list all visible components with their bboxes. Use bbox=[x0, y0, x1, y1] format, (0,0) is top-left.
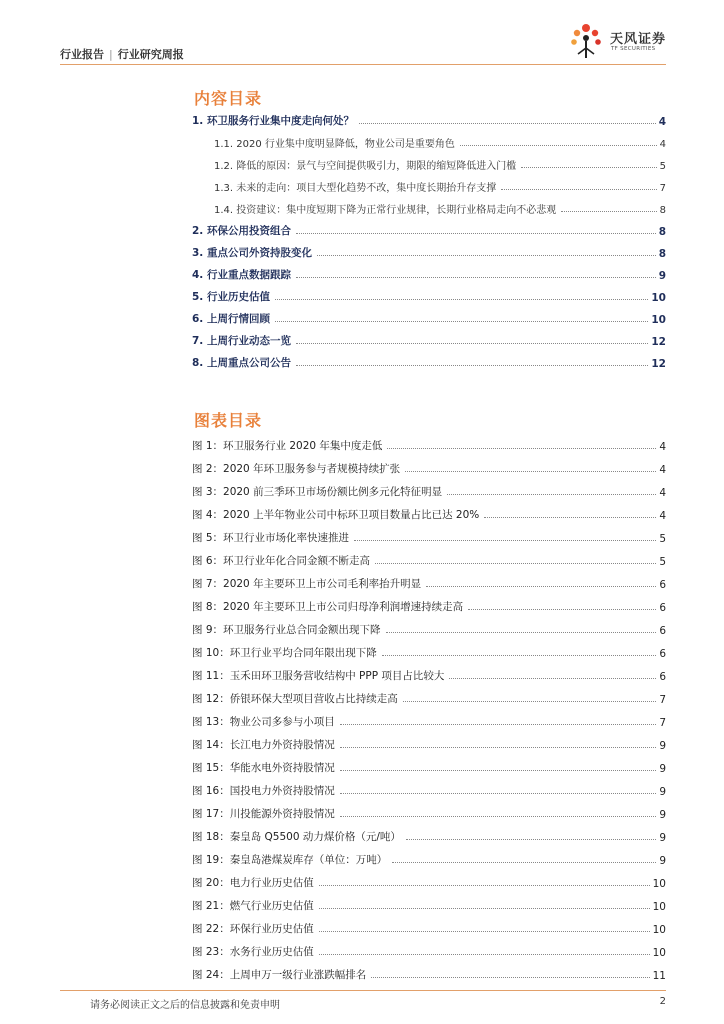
footer-rule bbox=[60, 990, 666, 991]
figures-entry-page: 6 bbox=[659, 671, 666, 683]
contents-entry[interactable] bbox=[192, 304, 666, 326]
figures-entry[interactable] bbox=[192, 614, 666, 637]
figures-entry[interactable] bbox=[192, 706, 666, 729]
contents-entry[interactable] bbox=[192, 260, 666, 282]
dot-leader bbox=[319, 931, 650, 932]
figures-entry-label: 图 11：玉禾田环卫服务营收结构中 PPP 项目占比较大 bbox=[192, 670, 445, 682]
figures-entry-page: 6 bbox=[659, 648, 666, 660]
dot-leader bbox=[296, 277, 656, 278]
figures-entry[interactable] bbox=[192, 476, 666, 499]
figures-entry-label: 图 17：川投能源外资持股情况 bbox=[192, 808, 335, 820]
figures-entry[interactable] bbox=[192, 660, 666, 683]
dot-leader bbox=[426, 586, 656, 587]
contents-entry[interactable] bbox=[192, 128, 666, 150]
dot-leader bbox=[340, 770, 657, 771]
dot-leader bbox=[319, 908, 650, 909]
dot-leader bbox=[375, 563, 656, 564]
figures-entry[interactable] bbox=[192, 844, 666, 867]
dot-leader bbox=[447, 494, 656, 495]
flower-logo-icon bbox=[568, 22, 604, 60]
figures-entry-page: 9 bbox=[659, 832, 666, 844]
contents-entry-label: 1. 环卫服务行业集中度走向何处？ bbox=[192, 115, 354, 127]
contents-entry-page: 12 bbox=[651, 336, 666, 348]
dot-leader bbox=[468, 609, 656, 610]
figures-entry-page: 5 bbox=[659, 533, 666, 545]
figures-entry[interactable] bbox=[192, 568, 666, 591]
figures-entry-label: 图 14：长江电力外资持股情况 bbox=[192, 739, 335, 751]
contents-entry-page: 10 bbox=[651, 314, 666, 326]
figures-entry-label: 图 5：环卫行业市场化率快速推进 bbox=[192, 532, 350, 544]
figures-entry-label: 图 23：水务行业历史估值 bbox=[192, 946, 314, 958]
dot-leader bbox=[403, 701, 657, 702]
dot-leader bbox=[340, 793, 657, 794]
dot-leader bbox=[501, 189, 656, 190]
header-breadcrumb bbox=[60, 46, 184, 62]
figures-entry-page: 10 bbox=[652, 878, 666, 890]
figures-entry-page: 7 bbox=[659, 694, 666, 706]
figures-entry[interactable] bbox=[192, 936, 666, 959]
brand-logo bbox=[568, 22, 678, 62]
contents-entry-page: 5 bbox=[659, 161, 666, 172]
figures-entry-label: 图 2：2020 年环卫服务参与者规模持续扩张 bbox=[192, 463, 401, 475]
dot-leader bbox=[340, 747, 657, 748]
contents-entry-label: 3. 重点公司外资持股变化 bbox=[192, 247, 312, 259]
contents-entry[interactable] bbox=[192, 194, 666, 216]
contents-list bbox=[192, 106, 666, 370]
figures-entry-label: 图 15：华能水电外资持股情况 bbox=[192, 762, 335, 774]
contents-entry-label: 8. 上周重点公司公告 bbox=[192, 357, 291, 369]
figures-entry-page: 4 bbox=[659, 464, 666, 476]
figures-entry-page: 7 bbox=[659, 717, 666, 729]
contents-entry-page: 4 bbox=[658, 116, 666, 128]
brand-name-cn: 天风证券 bbox=[610, 32, 667, 47]
header-category: 行业报告 bbox=[60, 48, 104, 61]
figures-entry[interactable] bbox=[192, 913, 666, 936]
figures-entry-label: 图 8：2020 年主要环卫上市公司归母净利润增速持续走高 bbox=[192, 601, 464, 613]
figures-entry-page: 4 bbox=[659, 487, 666, 499]
figures-entry-label: 图 19：秦皇岛港煤炭库存（单位：万吨） bbox=[192, 854, 388, 866]
contents-entry[interactable] bbox=[192, 282, 666, 304]
contents-entry[interactable] bbox=[192, 238, 666, 260]
dot-leader bbox=[319, 954, 650, 955]
figures-entry[interactable] bbox=[192, 890, 666, 913]
figures-entry-label: 图 21：燃气行业历史估值 bbox=[192, 900, 314, 912]
figures-entry-page: 9 bbox=[659, 809, 666, 821]
contents-entry-label: 6. 上周行情回顾 bbox=[192, 313, 270, 325]
dot-leader bbox=[340, 724, 657, 725]
figures-entry-page: 4 bbox=[659, 441, 666, 453]
dot-leader bbox=[340, 816, 657, 817]
figures-entry-page: 9 bbox=[659, 763, 666, 775]
figures-entry-label: 图 9：环卫服务行业总合同金额出现下降 bbox=[192, 624, 381, 636]
header-rule bbox=[60, 64, 666, 65]
dot-leader bbox=[561, 211, 656, 212]
contents-entry-page: 7 bbox=[659, 183, 666, 194]
contents-entry-page: 9 bbox=[658, 270, 666, 282]
figures-entry[interactable] bbox=[192, 683, 666, 706]
figures-entry[interactable] bbox=[192, 867, 666, 890]
contents-entry[interactable] bbox=[192, 326, 666, 348]
dot-leader bbox=[405, 471, 656, 472]
figures-entry-page: 6 bbox=[659, 625, 666, 637]
figures-entry-page: 5 bbox=[659, 556, 666, 568]
header-separator: | bbox=[109, 48, 113, 61]
figures-entry-label: 图 16：国投电力外资持股情况 bbox=[192, 785, 335, 797]
dot-leader bbox=[275, 299, 648, 300]
contents-entry[interactable] bbox=[192, 216, 666, 238]
contents-entry-label: 1.3. 未来的走向：项目大型化趋势不改，集中度长期抬升存支撑 bbox=[214, 183, 497, 194]
figures-entry-label: 图 7：2020 年主要环卫上市公司毛利率抬升明显 bbox=[192, 578, 422, 590]
contents-entry-page: 8 bbox=[658, 248, 666, 260]
figures-entry-label: 图 20：电力行业历史估值 bbox=[192, 877, 314, 889]
figures-entry[interactable] bbox=[192, 430, 666, 453]
figures-list bbox=[192, 430, 666, 982]
dot-leader bbox=[275, 321, 648, 322]
contents-title: 内容目录 bbox=[194, 89, 263, 108]
figures-entry-page: 9 bbox=[659, 855, 666, 867]
figures-entry[interactable] bbox=[192, 775, 666, 798]
figures-entry-label: 图 4：2020 上半年物业公司中标环卫项目数量占比已达 20% bbox=[192, 509, 480, 521]
figures-entry-label: 图 6：环卫行业年化合同金额不断走高 bbox=[192, 555, 371, 567]
figures-entry[interactable] bbox=[192, 729, 666, 752]
figures-entry-label: 图 3：2020 前三季环卫市场份额比例多元化特征明显 bbox=[192, 486, 443, 498]
contents-entry-page: 8 bbox=[658, 226, 666, 238]
dot-leader bbox=[392, 862, 656, 863]
figures-entry-label: 图 24：上周申万一级行业涨跌幅排名 bbox=[192, 969, 367, 981]
contents-entry-page: 8 bbox=[659, 205, 666, 216]
dot-leader bbox=[406, 839, 656, 840]
figures-entry-page: 10 bbox=[652, 924, 666, 936]
figures-entry-page: 10 bbox=[652, 947, 666, 959]
figures-entry-page: 4 bbox=[659, 510, 666, 522]
dot-leader bbox=[484, 517, 656, 518]
dot-leader bbox=[371, 977, 649, 978]
dot-leader bbox=[449, 678, 656, 679]
figures-entry[interactable] bbox=[192, 522, 666, 545]
figures-entry-page: 6 bbox=[659, 579, 666, 591]
figures-entry-label: 图 18：秦皇岛 Q5500 动力煤价格（元/吨） bbox=[192, 831, 401, 843]
figures-title: 图表目录 bbox=[194, 411, 263, 430]
contents-entry[interactable] bbox=[192, 348, 666, 370]
brand-name-en: TF SECURITIES bbox=[611, 46, 656, 52]
contents-entry-label: 1.1. 2020 行业集中度明显降低，物业公司是重要角色 bbox=[214, 139, 455, 150]
contents-entry-label: 5. 行业历史估值 bbox=[192, 291, 270, 303]
dot-leader bbox=[317, 255, 656, 256]
header-subcategory: 行业研究周报 bbox=[117, 48, 184, 61]
figures-entry[interactable] bbox=[192, 959, 666, 982]
dot-leader bbox=[296, 233, 656, 234]
figures-entry-label: 图 10：环卫行业平均合同年限出现下降 bbox=[192, 647, 377, 659]
contents-entry-label: 2. 环保公用投资组合 bbox=[192, 225, 291, 237]
page-number: 2 bbox=[659, 996, 666, 1007]
contents-entry-label: 1.4. 投资建议：集中度短期下降为正常行业规律，长期行业格局走向不必悲观 bbox=[214, 205, 557, 216]
dot-leader bbox=[386, 632, 657, 633]
dot-leader bbox=[319, 885, 650, 886]
footer-disclaimer: 请务必阅读正文之后的信息披露和免责申明 bbox=[90, 1000, 280, 1011]
dot-leader bbox=[296, 365, 648, 366]
figures-entry-page: 10 bbox=[652, 901, 666, 913]
figures-entry[interactable] bbox=[192, 499, 666, 522]
contents-entry-label: 7. 上周行业动态一览 bbox=[192, 335, 291, 347]
contents-entry-page: 4 bbox=[659, 139, 666, 150]
figures-entry[interactable] bbox=[192, 545, 666, 568]
figures-entry[interactable] bbox=[192, 591, 666, 614]
contents-entry[interactable] bbox=[192, 172, 666, 194]
contents-entry-page: 12 bbox=[651, 358, 666, 370]
dot-leader bbox=[387, 448, 656, 449]
figures-entry[interactable] bbox=[192, 798, 666, 821]
contents-entry[interactable] bbox=[192, 150, 666, 172]
contents-entry-label: 4. 行业重点数据跟踪 bbox=[192, 269, 291, 281]
figures-entry-label: 图 1：环卫服务行业 2020 年集中度走低 bbox=[192, 440, 383, 452]
figures-entry[interactable] bbox=[192, 453, 666, 476]
figures-entry-page: 9 bbox=[659, 740, 666, 752]
contents-entry[interactable] bbox=[192, 106, 666, 128]
figures-entry-page: 9 bbox=[659, 786, 666, 798]
dot-leader bbox=[359, 123, 656, 124]
dot-leader bbox=[460, 145, 657, 146]
dot-leader bbox=[382, 655, 657, 656]
figures-entry[interactable] bbox=[192, 752, 666, 775]
figures-entry[interactable] bbox=[192, 821, 666, 844]
figures-entry-label: 图 22：环保行业历史估值 bbox=[192, 923, 314, 935]
contents-entry-label: 1.2. 降低的原因：景气与空间提供吸引力，期限的缩短降低进入门槛 bbox=[214, 161, 517, 172]
contents-entry-page: 10 bbox=[651, 292, 666, 304]
figures-entry[interactable] bbox=[192, 637, 666, 660]
figures-entry-label: 图 12：侨银环保大型项目营收占比持续走高 bbox=[192, 693, 398, 705]
figures-entry-page: 11 bbox=[652, 970, 666, 982]
dot-leader bbox=[296, 343, 648, 344]
figures-entry-label: 图 13：物业公司多参与小项目 bbox=[192, 716, 335, 728]
dot-leader bbox=[521, 167, 656, 168]
figures-entry-page: 6 bbox=[659, 602, 666, 614]
dot-leader bbox=[354, 540, 656, 541]
